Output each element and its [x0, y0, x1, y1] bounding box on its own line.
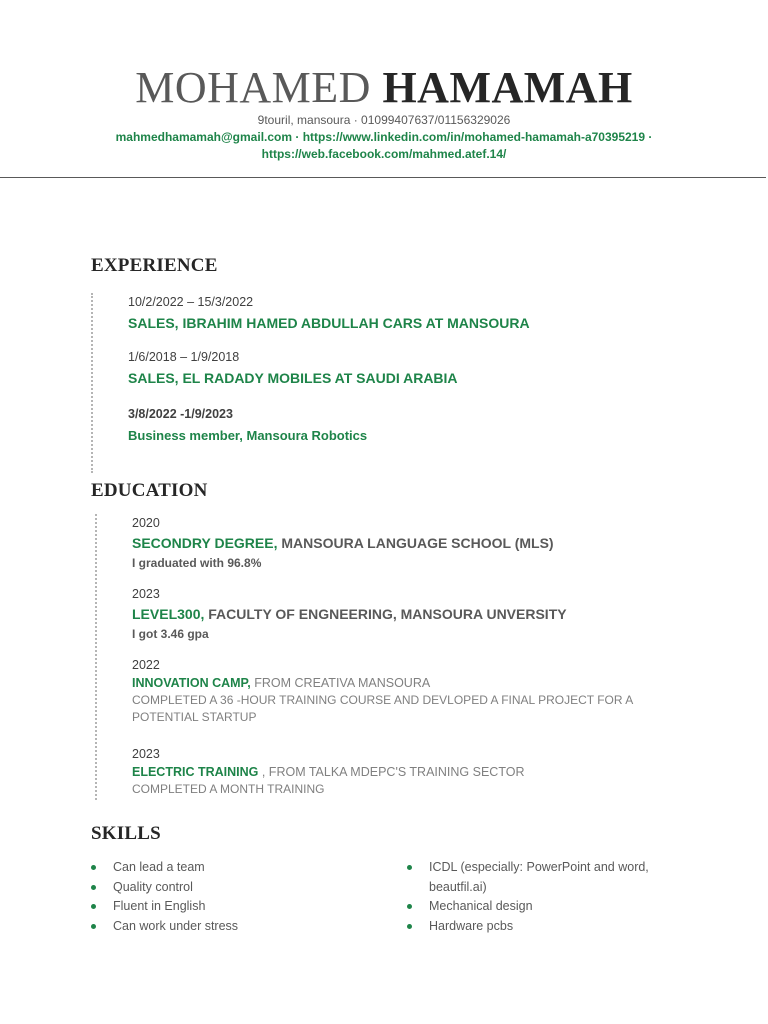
- education-entry: [132, 657, 633, 726]
- skill-item: [407, 858, 682, 897]
- contact-links-line: [0, 129, 768, 146]
- education-year: 2022: [132, 658, 160, 672]
- header-divider: [0, 177, 766, 178]
- bullet-icon: [407, 865, 412, 870]
- candidate-name: [0, 60, 768, 116]
- experience-date: 1/6/2018 – 1/9/2018: [128, 350, 240, 364]
- bullet-icon: [91, 865, 96, 870]
- experience-heading: EXPERIENCE: [91, 255, 218, 276]
- degree-name: INNOVATION CAMP,: [132, 676, 251, 690]
- education-entry: [132, 746, 524, 798]
- separator: ·: [292, 130, 303, 144]
- skill-item: [91, 917, 371, 937]
- education-note: I graduated with 96.8%: [132, 556, 262, 570]
- education-year: 2023: [132, 747, 160, 761]
- last-name: HAMAMAH: [382, 63, 633, 112]
- education-year: 2023: [132, 587, 160, 601]
- education-entry: [132, 586, 567, 643]
- experience-timeline-line: [91, 293, 93, 473]
- education-timeline-line: [95, 514, 97, 800]
- education-degree: [132, 675, 633, 692]
- email-link[interactable]: mahmedhamamah@gmail.com: [115, 130, 293, 144]
- skill-item: [407, 917, 682, 937]
- school-name: FROM CREATIVA MANSOURA: [250, 676, 431, 690]
- skill-text: ICDL (especially: PowerPoint and word, beautfil.ai): [429, 860, 649, 894]
- education-degree: [132, 534, 554, 553]
- education-note: COMPLETED A MONTH TRAINING: [132, 782, 325, 796]
- education-entry: [132, 515, 554, 572]
- skill-text: Can work under stress: [113, 918, 239, 933]
- skill-item: [91, 858, 371, 878]
- school-name: , FROM TALKA MDEPC'S TRAINING SECTOR: [261, 765, 525, 779]
- education-year: 2020: [132, 516, 160, 530]
- experience-entry: [128, 349, 458, 388]
- degree-name: SECONDRY DEGREE,: [132, 535, 278, 551]
- bullet-icon: [407, 904, 412, 909]
- skills-heading: SKILLS: [91, 823, 161, 844]
- skills-list-right: [407, 858, 682, 936]
- skill-text: Quality control: [113, 879, 193, 894]
- separator: ·: [645, 130, 653, 144]
- education-note: POTENTIAL STARTUP: [132, 710, 257, 724]
- school-name: MANSOURA LANGUAGE SCHOOL (MLS): [277, 535, 554, 551]
- experience-entry: [128, 406, 367, 445]
- bullet-icon: [91, 904, 96, 909]
- skill-text: Hardware pcbs: [429, 918, 514, 933]
- experience-date: 10/2/2022 – 15/3/2022: [128, 295, 254, 309]
- skill-item: [91, 878, 371, 898]
- skill-item: [91, 897, 371, 917]
- skill-text: Fluent in English: [113, 899, 206, 913]
- contact-links-line-2: [0, 146, 768, 163]
- education-degree: [132, 764, 524, 781]
- linkedin-link[interactable]: https://www.linkedin.com/in/mohamed-hamamah-a70395219: [302, 130, 646, 144]
- degree-name: LEVEL300,: [132, 606, 205, 622]
- experience-role: SALES, EL RADADY MOBILES AT SAUDI ARABIA: [128, 370, 458, 386]
- address-phone-line: 9touril, mansoura · 01099407637/01156329026: [257, 113, 511, 127]
- experience-date: 3/8/2022 -1/9/2023: [128, 407, 233, 421]
- education-note: COMPLETED A 36 -HOUR TRAINING COURSE AND DEVLOPED A FINAL PROJECT FOR A: [132, 693, 634, 707]
- school-name: FACULTY OF ENGNEERING, MANSOURA UNVERSITY: [204, 606, 567, 622]
- skill-text: Mechanical design: [429, 899, 533, 913]
- facebook-link[interactable]: https://web.facebook.com/mahmed.atef.14/: [261, 147, 507, 161]
- experience-role: Business member, Mansoura Robotics: [128, 428, 368, 443]
- education-heading: EDUCATION: [91, 480, 208, 501]
- skill-item: [407, 897, 682, 917]
- first-name: MOHAMED: [135, 63, 371, 112]
- skills-list-left: [91, 858, 371, 936]
- bullet-icon: [407, 924, 412, 929]
- experience-role: SALES, IBRAHIM HAMED ABDULLAH CARS AT MANSOURA: [128, 315, 530, 331]
- education-note: I got 3.46 gpa: [132, 627, 209, 641]
- degree-name: ELECTRIC TRAINING: [132, 765, 262, 779]
- education-degree: [132, 605, 567, 624]
- skill-text: Can lead a team: [113, 860, 205, 874]
- bullet-icon: [91, 885, 96, 890]
- resume-header: [0, 60, 768, 163]
- experience-entry: [128, 294, 530, 333]
- bullet-icon: [91, 924, 96, 929]
